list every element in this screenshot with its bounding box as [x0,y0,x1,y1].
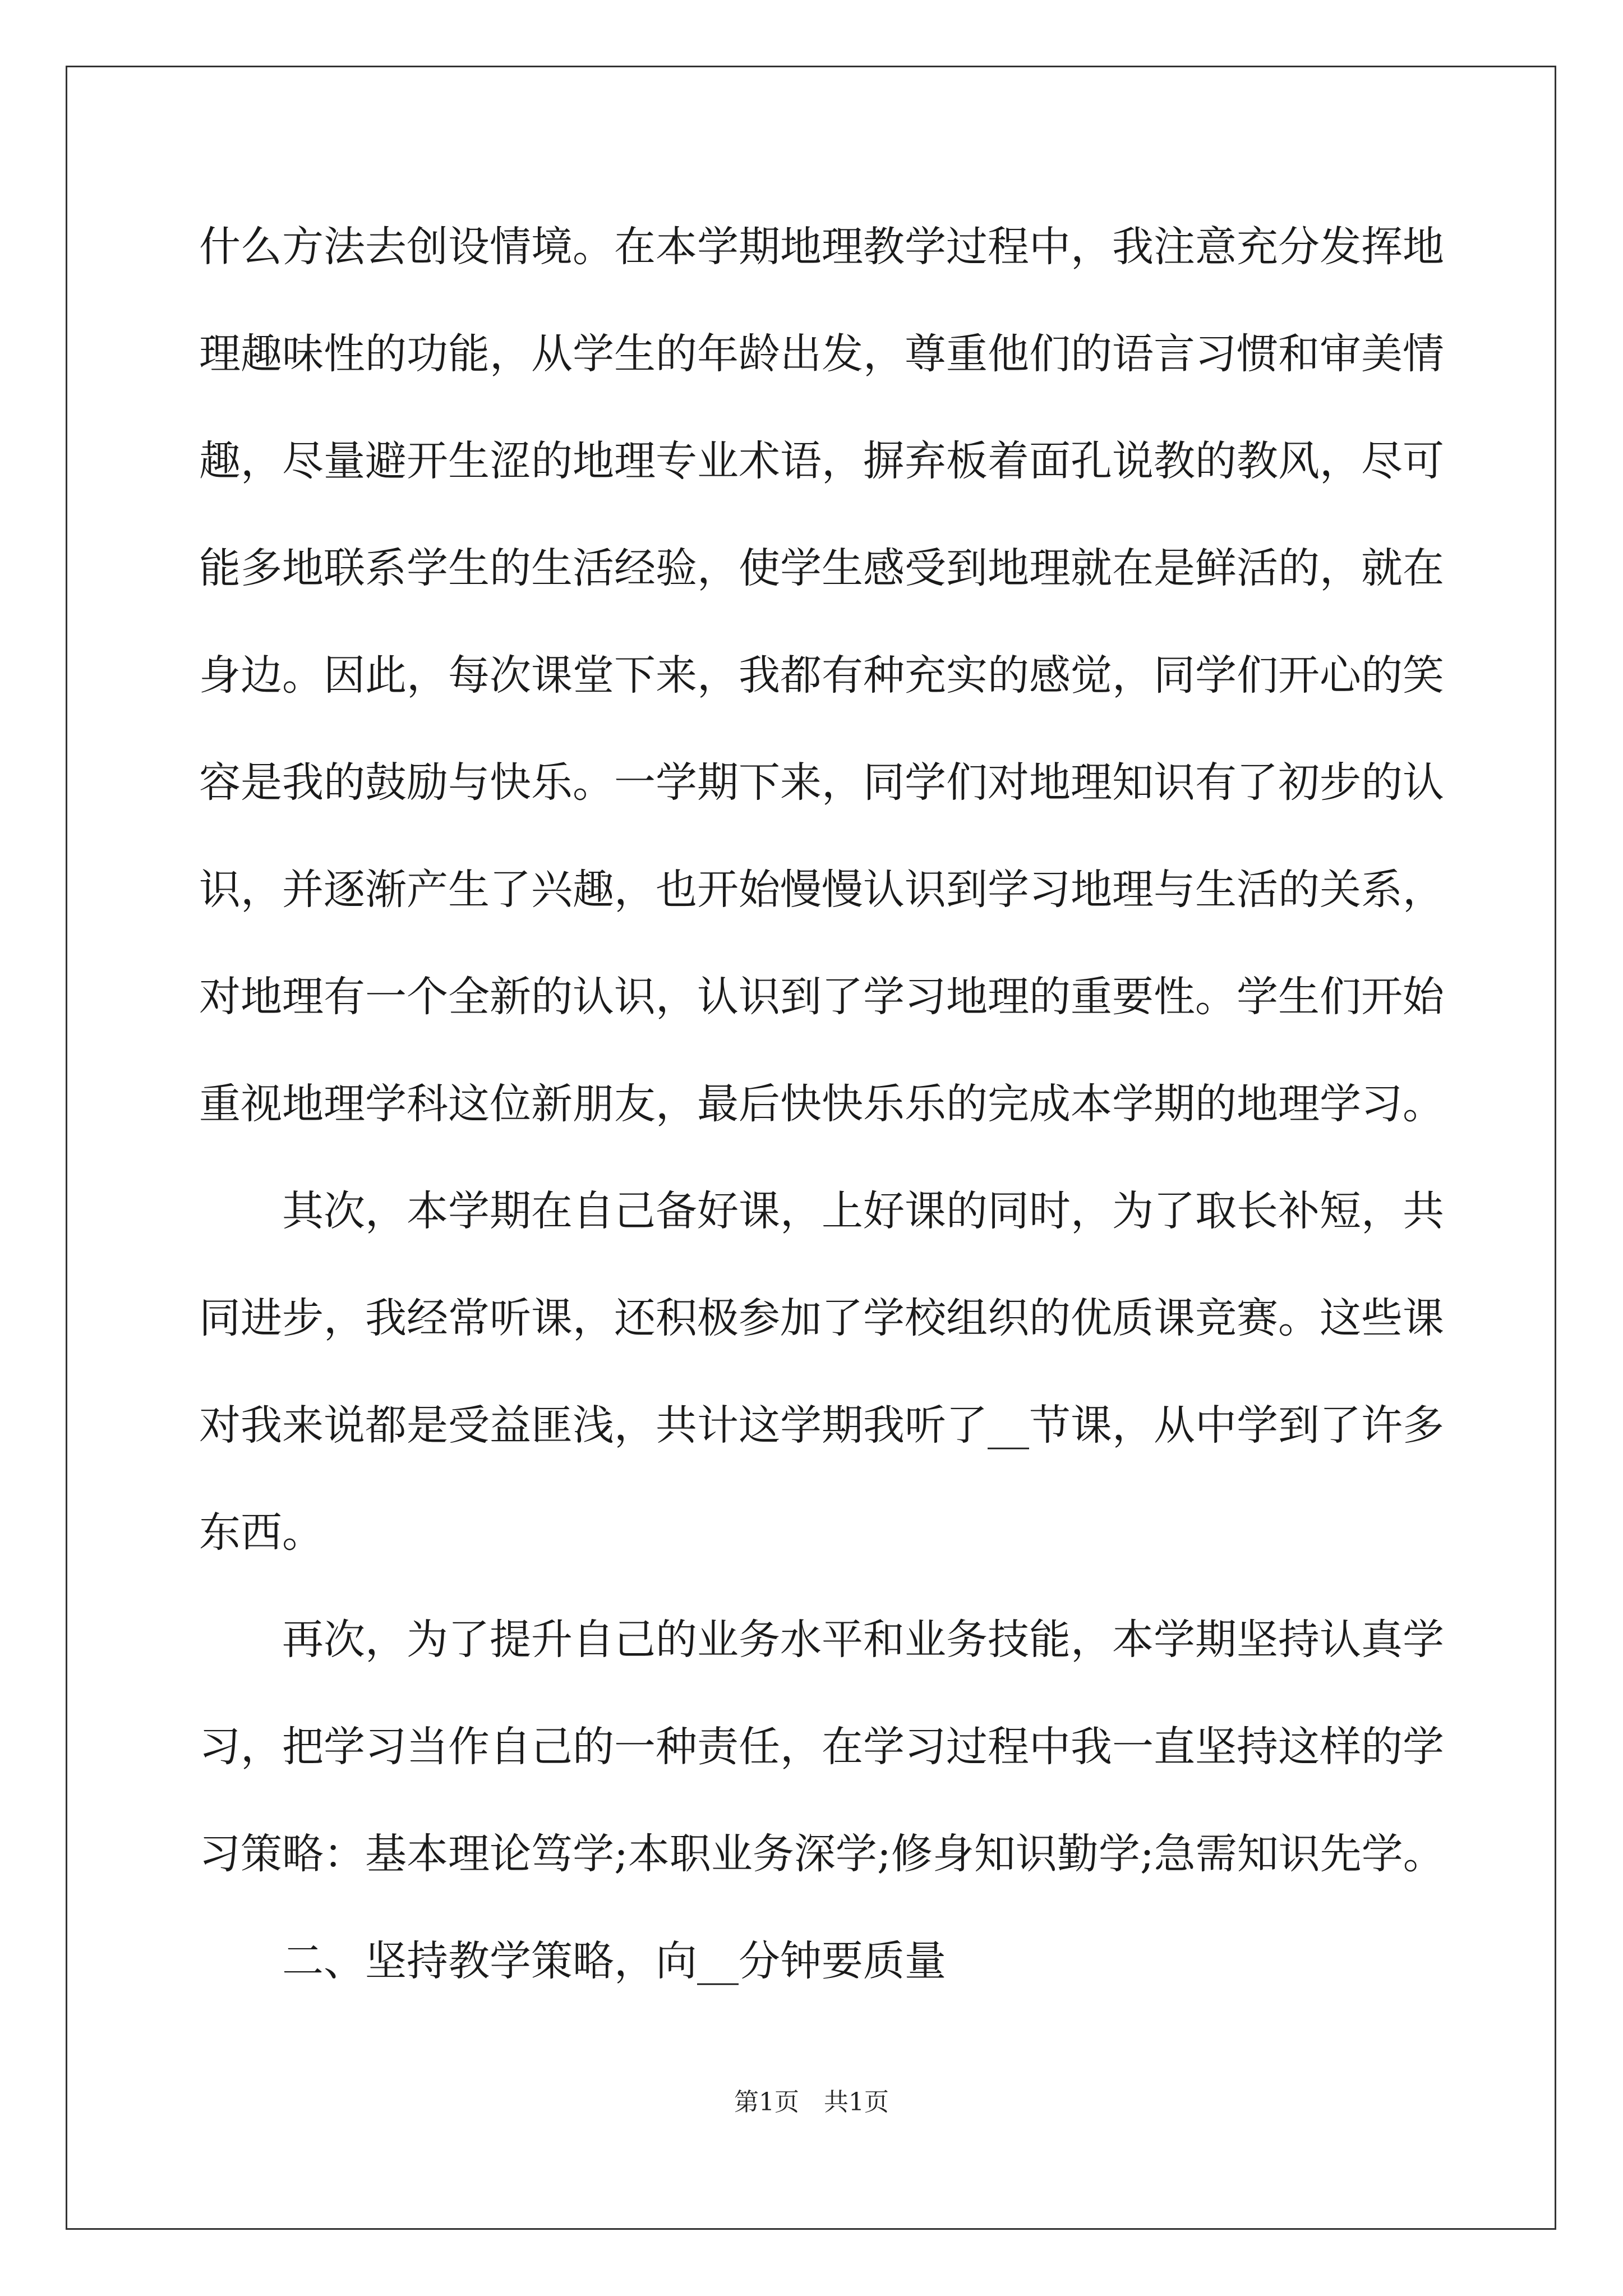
text-line: 能多地联系学生的生活经验，使学生感受到地理就在是鲜活的，就在 [199,544,1444,592]
text-line: 同进步，我经常听课，还积极参加了学校组织的优质课竞赛。这些课 [199,1294,1444,1342]
text-line: 对地理有一个全新的认识，认识到了学习地理的重要性。学生们开始 [199,973,1444,1021]
text-line: 理趣味性的功能，从学生的年龄出发，尊重他们的语言习惯和审美情 [199,330,1444,378]
text-line: 对我来说都是受益匪浅，共计这学期我听了__节课，从中学到了许多 [199,1401,1444,1450]
text-line: 习策略：基本理论笃学;本职业务深学;修身知识勤学;急需知识先学。 [199,1830,1445,1878]
text-line: 身边。因此，每次课堂下来，我都有种充实的感觉，同学们开心的笑 [199,651,1444,700]
text-line: 重视地理学科这位新朋友，最后快快乐乐的完成本学期的地理学习。 [199,1080,1444,1128]
text-line: 容是我的鼓励与快乐。一学期下来，同学们对地理知识有了初步的认 [199,758,1444,807]
text-line: 东西。 [199,1508,324,1557]
document-body [199,213,1445,2035]
text-line: 其次，本学期在自己备好课，上好课的同时，为了取长补短，共 [199,1187,1444,1235]
text-line: 什么方法去创设情境。在本学期地理教学过程中，我注意充分发挥地 [199,223,1444,271]
text-line: 识，并逐渐产生了兴趣，也开始慢慢认识到学习地理与生活的关系， [199,866,1444,914]
text-line: 二、坚持教学策略，向__分钟要质量 [199,1937,946,1985]
text-line: 趣，尽量避开生涩的地理专业术语，摒弃板着面孔说教的教风，尽可 [199,437,1444,485]
text-line: 再次，为了提升自己的业务水平和业务技能，本学期坚持认真学 [199,1616,1444,1664]
text-line: 习，把学习当作自己的一种责任，在学习过程中我一直坚持这样的学 [199,1723,1444,1771]
page-number-footer: 第1页 共1页 [734,2088,889,2116]
